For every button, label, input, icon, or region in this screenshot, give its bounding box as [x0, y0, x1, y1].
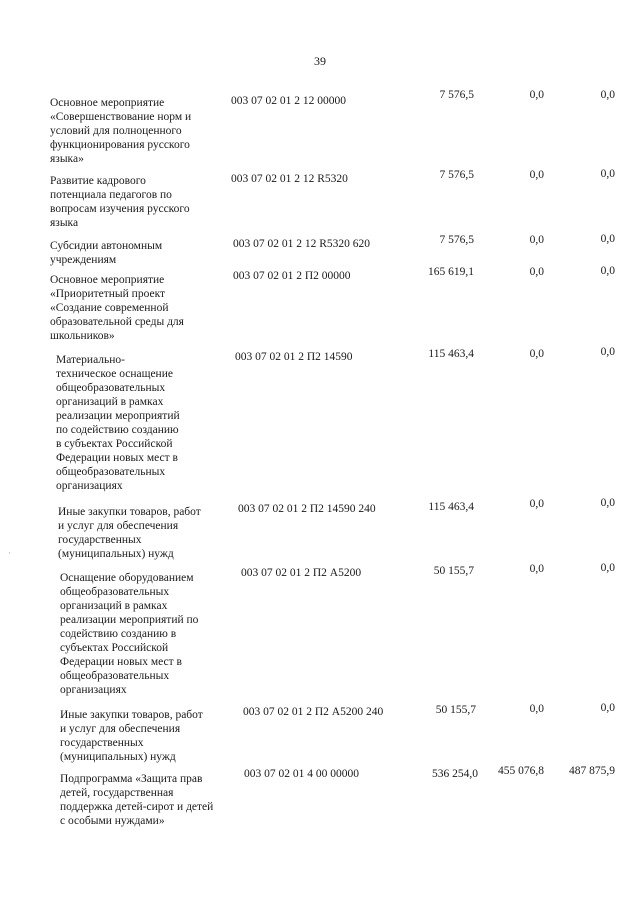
row-value-2: 0,0	[529, 563, 544, 575]
row-name: Подпрограмма «Защита прав детей, государственная поддержка детей-сирот и детей с особыми нуждами»	[60, 773, 214, 827]
row-value-3: 0,0	[600, 168, 615, 180]
row-value-3: 487 875,9	[569, 765, 615, 777]
row-value-2: 0,0	[529, 348, 544, 360]
row-code: 003 07 02 01 2 П2 14590	[235, 351, 353, 363]
row-value-1: 536 254,0	[432, 768, 478, 780]
row-value-3: 0,0	[600, 89, 615, 101]
row-value-2: 0,0	[529, 234, 544, 246]
row-value-1: 7 576,5	[439, 169, 474, 181]
row-value-3: 0,0	[600, 346, 615, 358]
row-code: 003 07 02 01 4 00 00000	[244, 768, 359, 780]
row-name: Субсидии автономным учреждениям	[50, 240, 163, 266]
row-name: Оснащение оборудованием общеобразовательных организаций в рамках реализации мероприятий по содействию созданию в субъектах Российской Федерации новых мест в общеобразовательных организациях	[60, 572, 199, 696]
row-value-1: 7 576,5	[439, 234, 474, 246]
row-value-1: 7 576,5	[439, 89, 474, 101]
row-code: 003 07 02 01 2 П2 А5200	[241, 567, 362, 579]
row-name: Развитие кадрового потенциала педагогов по вопросам изучения русского языка	[50, 175, 190, 229]
row-value-2: 0,0	[529, 266, 544, 278]
row-code: 003 07 02 01 2 П2 00000	[233, 270, 351, 282]
row-value-3: 0,0	[600, 562, 615, 574]
row-code: 003 07 02 01 2 12 R5320	[231, 173, 348, 185]
row-name: Иные закупки товаров, работ и услуг для обеспечения государственных (муниципальных) нужд	[60, 709, 203, 763]
row-name: Основное мероприятие «Совершенствование норм и условий для полноценного функционирования русского языка»	[50, 97, 192, 165]
page-number: 39	[314, 54, 326, 68]
row-value-2: 0,0	[529, 169, 544, 181]
row-value-3: 0,0	[600, 233, 615, 245]
row-value-1: 50 155,7	[435, 704, 476, 716]
row-code: 003 07 02 01 2 П2 А5200 240	[243, 706, 384, 718]
margin-mark: ·	[8, 548, 11, 558]
row-value-3: 0,0	[600, 702, 615, 714]
row-value-2: 0,0	[529, 498, 544, 510]
row-name: Материально- техническое оснащение общеобразовательных организаций в рамках реализации мероприятий по содействию созданию в субъектах Российской Федерации новых мест в общеобразовательных организациях	[56, 354, 180, 492]
row-value-2: 455 076,8	[498, 765, 544, 777]
row-value-1: 115 463,4	[428, 501, 474, 513]
row-code: 003 07 02 01 2 12 00000	[231, 95, 346, 107]
row-code: 003 07 02 01 2 12 R5320 620	[233, 238, 371, 250]
row-name: Иные закупки товаров, работ и услуг для обеспечения государственных (муниципальных) нужд	[58, 506, 201, 560]
row-value-1: 115 463,4	[428, 348, 474, 360]
row-value-3: 0,0	[600, 497, 615, 509]
row-value-2: 0,0	[529, 89, 544, 101]
row-value-3: 0,0	[600, 265, 615, 277]
row-value-1: 50 155,7	[433, 565, 474, 577]
row-value-2: 0,0	[529, 703, 544, 715]
row-code: 003 07 02 01 2 П2 14590 240	[238, 503, 376, 515]
row-name: Основное мероприятие «Приоритетный проект «Создание современной образовательной среды для школьников»	[50, 274, 184, 342]
row-value-1: 165 619,1	[428, 266, 474, 278]
